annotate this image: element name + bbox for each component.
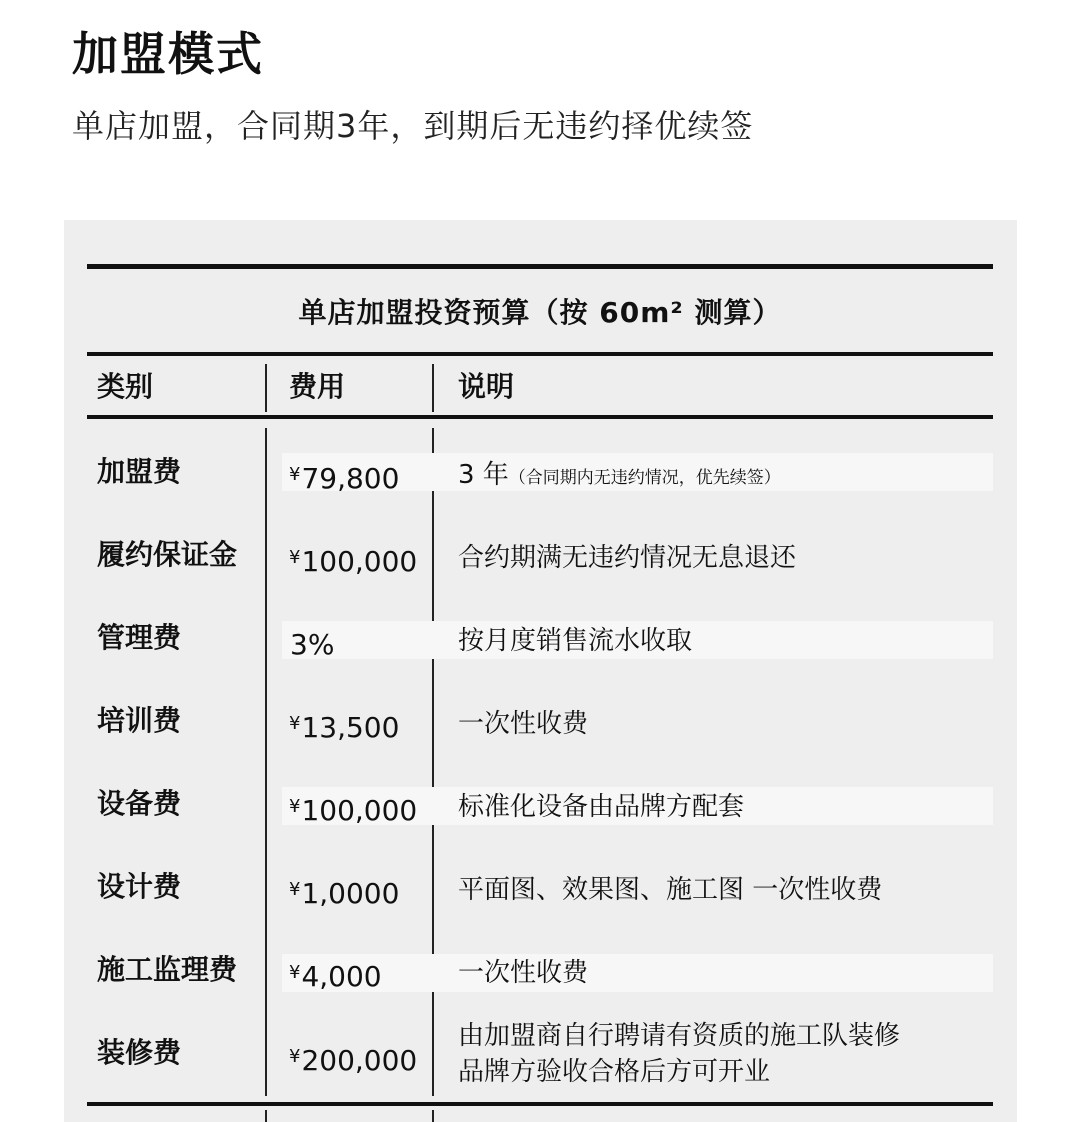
column-header-note: 说明: [458, 370, 515, 403]
table-row-note: 合约期满无违约情况无息退还: [458, 543, 797, 573]
table-row-fee: ¥79,800: [289, 462, 400, 495]
table-title: 单店加盟投资预算（按 60m² 测算）: [298, 296, 782, 329]
table-row-note: 标准化设备由品牌方配套: [458, 792, 745, 822]
column-header-fee: 费用: [289, 370, 346, 403]
table-row-category: 培训费: [97, 704, 182, 737]
table-bottom-rule: [87, 1102, 993, 1106]
table-row-fee: 3%: [290, 628, 335, 661]
table-row-category: 履约保证金: [97, 538, 238, 571]
body-divider-2: [432, 428, 434, 1096]
page-subtitle: 单店加盟，合同期3年，到期后无违约择优续签: [72, 107, 754, 145]
footer-divider-2: [432, 1110, 434, 1122]
table-row-fee: ¥4,000: [289, 960, 382, 993]
table-row-category: 设计费: [97, 870, 182, 903]
table-row-category: 管理费: [97, 621, 182, 654]
body-divider-1: [265, 428, 267, 1096]
column-header-category: 类别: [97, 370, 154, 403]
page-title: 加盟模式: [72, 27, 264, 81]
table-row-fee: ¥100,000: [289, 794, 418, 827]
table-row-note: 平面图、效果图、施工图 一次性收费: [458, 875, 883, 905]
table-row-category: 设备费: [97, 787, 182, 820]
footer-divider-1: [265, 1110, 267, 1122]
table-row-category: 加盟费: [97, 455, 182, 488]
header-divider-1: [265, 364, 267, 412]
table-row-note: 3 年（合同期内无违约情况，优先续签）: [458, 460, 781, 490]
table-header-rule: [87, 415, 993, 419]
table-row-note: 一次性收费: [458, 709, 589, 739]
table-row-category: 施工监理费: [97, 953, 238, 986]
table-row-note: 一次性收费: [458, 958, 589, 988]
table-title-rule: [87, 352, 993, 356]
row-band: [282, 954, 993, 992]
table-row-fee: ¥200,000: [289, 1044, 418, 1077]
table-row-note: 按月度销售流水收取: [458, 626, 693, 656]
table-top-rule: [87, 264, 993, 269]
table-row-note: 由加盟商自行聘请有资质的施工队装修 品牌方验收合格后方可开业: [458, 1021, 901, 1087]
header-divider-2: [432, 364, 434, 412]
table-row-category: 装修费: [97, 1036, 182, 1069]
table-row-fee: ¥1,0000: [289, 877, 400, 910]
table-row-fee: ¥13,500: [289, 711, 400, 744]
table-row-fee: ¥100,000: [289, 545, 418, 578]
